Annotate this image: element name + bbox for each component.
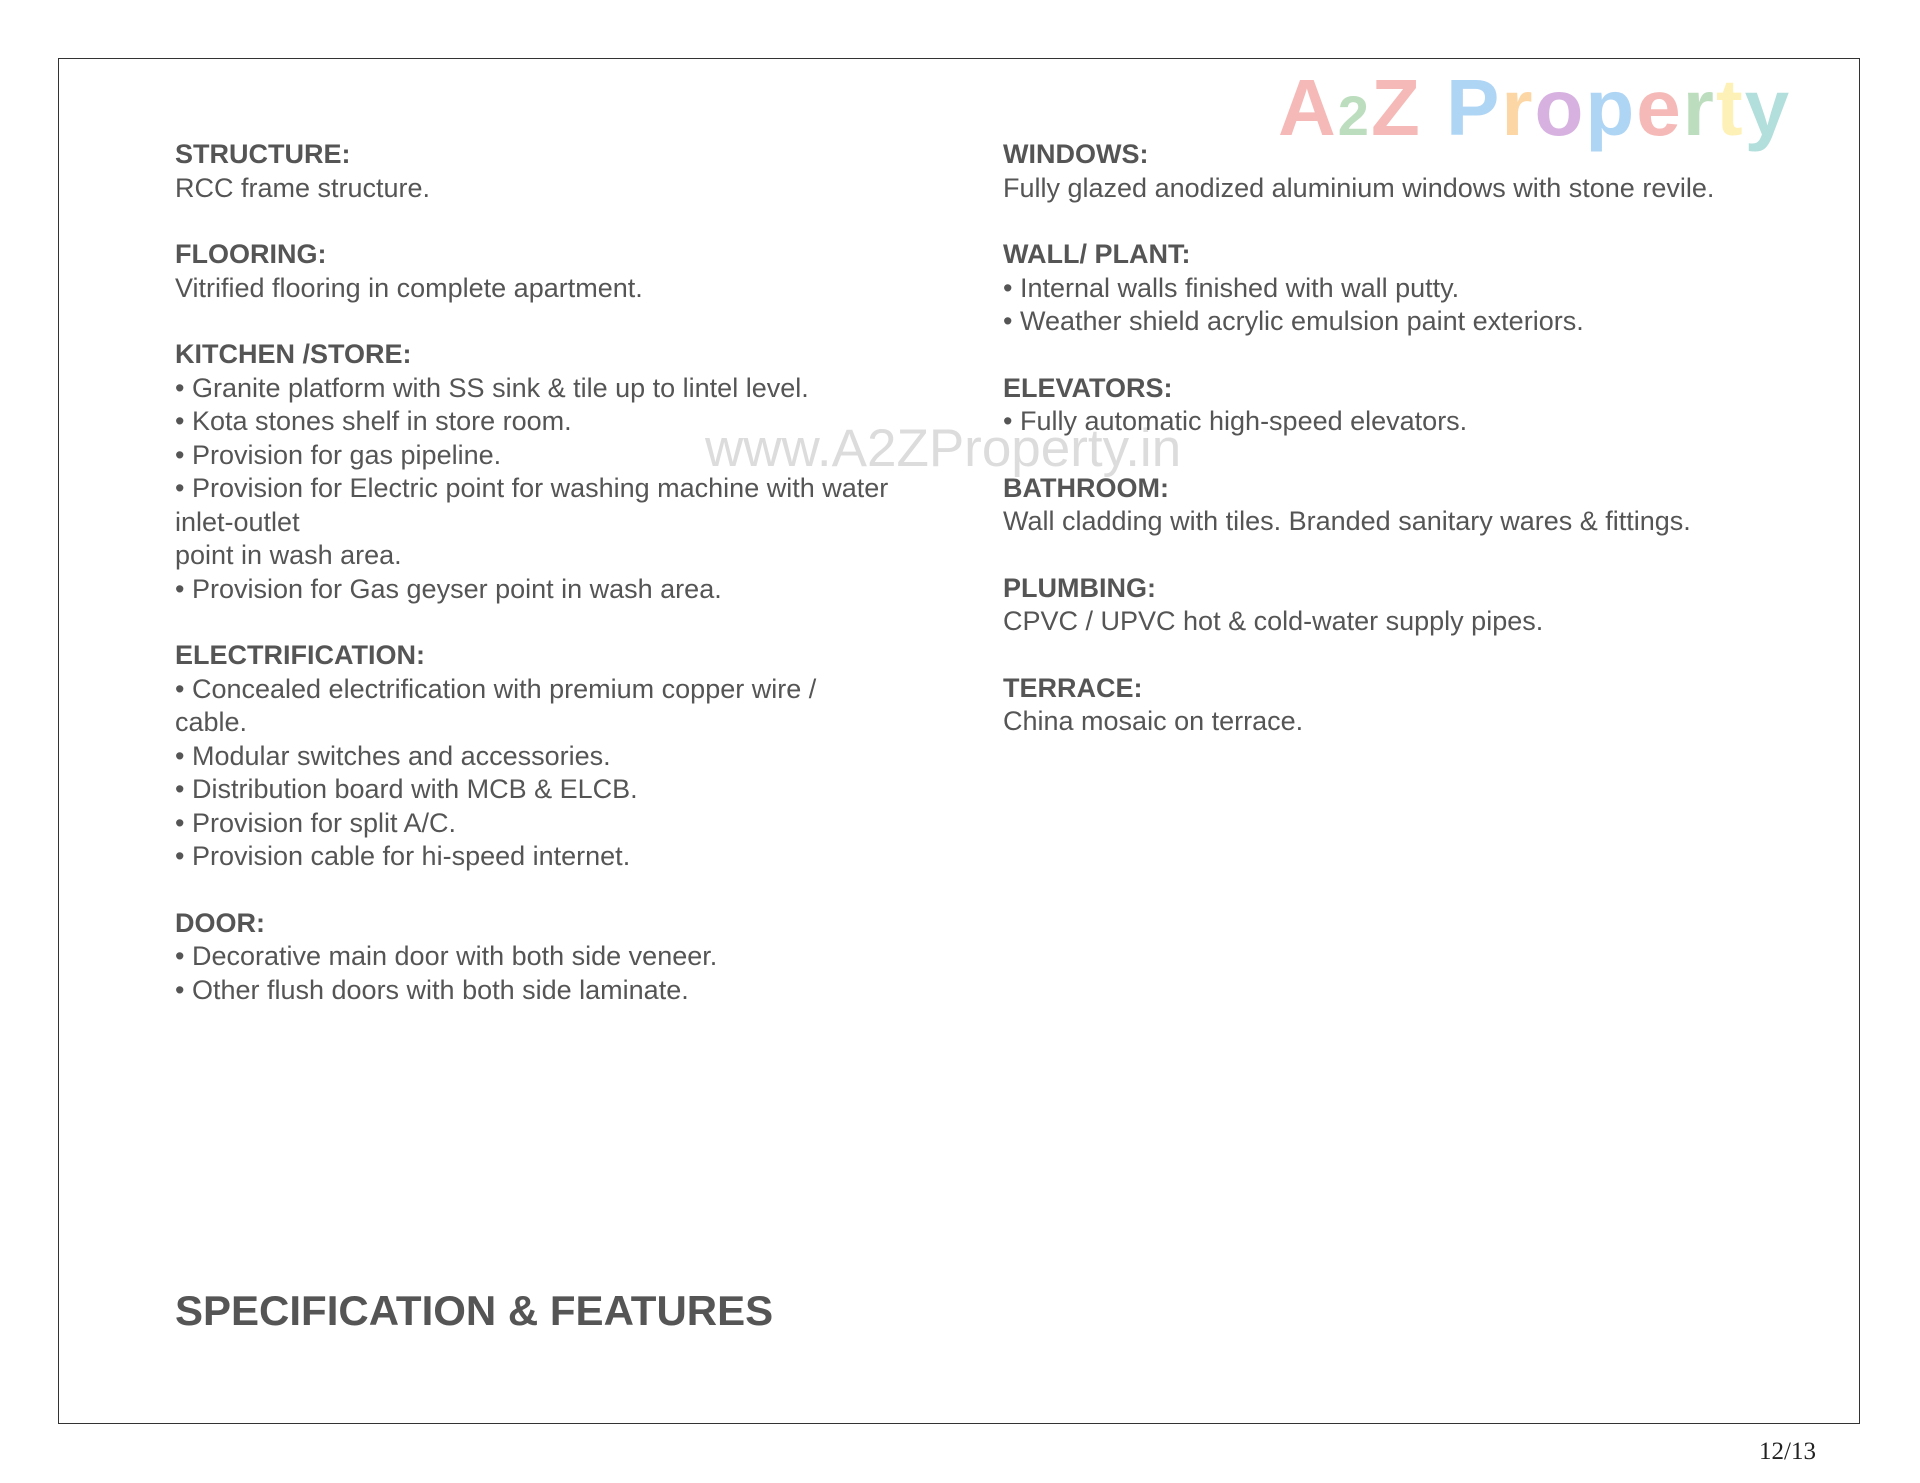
- spec-line: • Concealed electrification with premium copper wire / cable.: [175, 673, 817, 737]
- spec-line: • Provision cable for hi-speed internet.: [175, 841, 631, 871]
- spec-section: [1003, 138, 1723, 205]
- left-spec-column: [175, 138, 895, 1040]
- spec-heading: PLUMBING:: [1003, 572, 1156, 603]
- logo-letter: e: [1636, 63, 1683, 152]
- spec-section: [1003, 472, 1723, 539]
- logo-letter: y: [1744, 63, 1792, 152]
- spec-heading: TERRACE:: [1003, 672, 1143, 703]
- spec-line: • Other flush doors with both side laminate.: [175, 974, 689, 1005]
- spec-section: [175, 907, 895, 1008]
- logo-letter: p: [1585, 63, 1637, 152]
- spec-line: China mosaic on terrace.: [1003, 706, 1304, 736]
- spec-section: [1003, 372, 1723, 439]
- spec-line: • Provision for Gas geyser point in wash area.: [175, 573, 722, 604]
- spec-line: • Provision for Electric point for washing machine with water inlet-outlet: [175, 473, 889, 537]
- spec-line: CPVC / UPVC hot & cold-water supply pipes.: [1003, 606, 1544, 636]
- page-number: 12/13: [1759, 1438, 1816, 1465]
- spec-heading: DOOR:: [175, 907, 265, 938]
- spec-line: Wall cladding with tiles. Branded sanitary wares & fittings.: [1003, 506, 1691, 536]
- spec-section: [175, 138, 895, 205]
- spec-line: • Internal walls finished with wall putty.: [1003, 272, 1460, 303]
- spec-line: • Provision for gas pipeline.: [175, 439, 502, 470]
- spec-heading: FLOORING:: [175, 239, 327, 269]
- spec-line: • Weather shield acrylic emulsion paint exteriors.: [1003, 306, 1584, 336]
- right-spec-column: [1003, 138, 1723, 772]
- spec-line: • Provision for split A/C.: [175, 807, 457, 838]
- spec-line: • Modular switches and accessories.: [175, 740, 611, 771]
- spec-section: [175, 639, 895, 874]
- spec-line: • Fully automatic high-speed elevators.: [1003, 406, 1468, 436]
- spec-heading: KITCHEN /STORE:: [175, 339, 412, 369]
- spec-heading: STRUCTURE:: [175, 139, 351, 169]
- spec-heading: WINDOWS:: [1003, 139, 1149, 169]
- spec-section: [1003, 672, 1723, 739]
- spec-section: [175, 238, 895, 305]
- logo-letter: Z: [1370, 63, 1422, 152]
- spec-line: RCC frame structure.: [175, 172, 431, 203]
- logo-letter: P: [1446, 63, 1502, 152]
- page-title: SPECIFICATION & FEATURES: [175, 1287, 774, 1334]
- spec-line: Fully glazed anodized aluminium windows with stone revile.: [1003, 172, 1715, 203]
- logo-letter: r: [1501, 63, 1535, 152]
- logo-letter: o: [1534, 63, 1586, 152]
- logo-letter: 2: [1337, 84, 1371, 147]
- spec-line: • Kota stones shelf in store room.: [175, 406, 572, 436]
- spec-section: [1003, 238, 1723, 339]
- spec-section: [175, 338, 895, 606]
- spec-line: • Granite platform with SS sink & tile up to lintel level.: [175, 372, 809, 403]
- spec-heading: BATHROOM:: [1003, 472, 1169, 503]
- spec-heading: WALL/ PLANT:: [1003, 239, 1191, 269]
- spec-line: • Decorative main door with both side veneer.: [175, 941, 718, 971]
- logo-letter: t: [1715, 63, 1745, 152]
- logo-letter: A: [1278, 63, 1338, 152]
- website-watermark: www.A2ZProperty.in: [705, 419, 1182, 478]
- spec-line: • Distribution board with MCB & ELCB.: [175, 774, 638, 804]
- spec-line: point in wash area.: [175, 540, 402, 570]
- spec-section: [1003, 572, 1723, 639]
- spec-heading: ELEVATORS:: [1003, 372, 1173, 403]
- spec-line: Vitrified flooring in complete apartment.: [175, 272, 643, 303]
- logo-letter: r: [1682, 63, 1716, 152]
- spec-heading: ELECTRIFICATION:: [175, 640, 425, 670]
